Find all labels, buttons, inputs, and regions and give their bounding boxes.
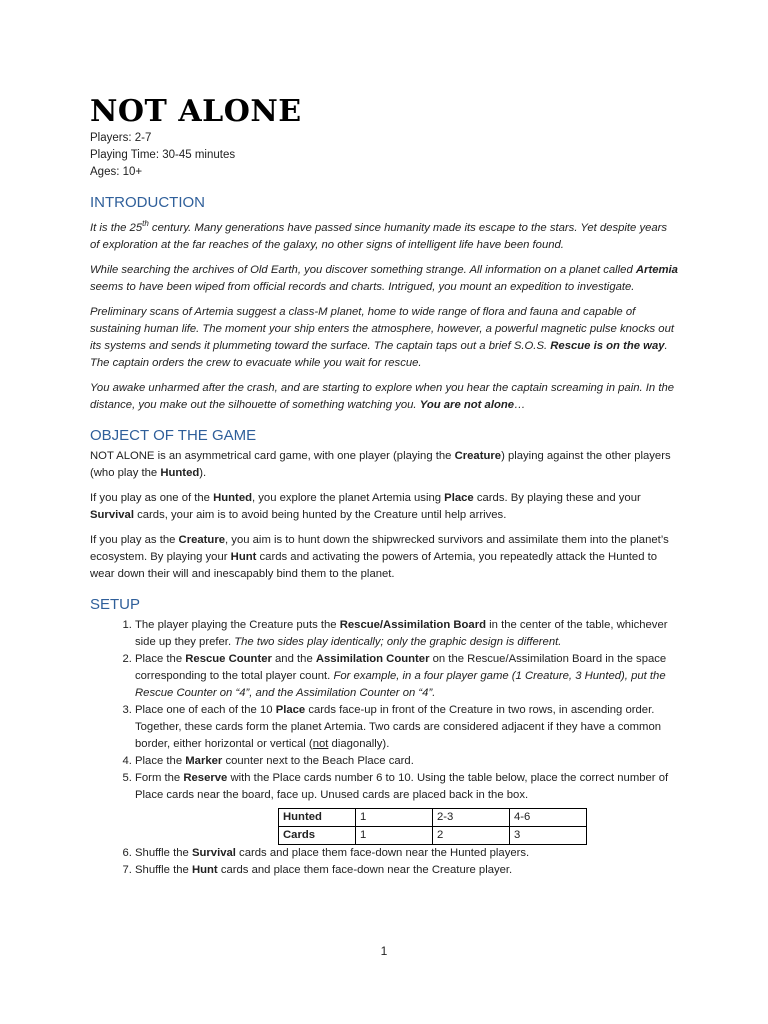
table-cell: Cards (279, 826, 356, 844)
intro-paragraph-4: You awake unharmed after the crash, and are starting to explore when you hear the captain screaming in pain. In the distance, you make out the silhouette of something watching you. You are not alone… (90, 381, 675, 411)
game-meta (90, 130, 678, 181)
table-cell: 1 (356, 826, 433, 844)
table-cell: 3 (510, 826, 587, 844)
setup-step-5: 5. Form the Reserve with the Place cards number 6 to 10. Using the table below, place the correct number of Place cards near the board, face up. Unused cards are placed back in the box. Hunted 1 2-3 4-6 Cards 1 2 3 (135, 770, 678, 845)
introduction-heading: INTRODUCTION (90, 194, 205, 211)
page-number: 1 (380, 944, 388, 958)
table-cell: 1 (356, 808, 433, 826)
intro-paragraph-3: Preliminary scans of Artemia suggest a class-M planet, home to wide range of flora and fauna and capable of sustaining human life. The moment your ship enters the atmosphere, however, a powerful magnetic pulse knocks out its systems and sends it plummeting toward the surface. The captain taps out a brief S.O.S. Rescue is on the way. The captain orders the crew to evacuate while you wait for rescue. (90, 305, 674, 369)
players-info: Players: 2-7 (90, 132, 152, 144)
table-cell: 4-6 (510, 808, 587, 826)
object-paragraph-1: NOT ALONE is an asymmetrical card game, with one player (playing the Creature) playing against the other players (who play the Hunted). (90, 449, 671, 479)
setup-step-1: 1. The player playing the Creature puts the Rescue/Assimilation Board in the center of the table, whichever side up they prefer. The two sides play identically; only the graphic design is different. (135, 617, 678, 651)
ages-info: Ages: 10+ (90, 166, 143, 178)
intro-paragraph-1: It is the 25th century. Many generations have passed since humanity made its escape to the stars. Yet despite years of exploration at the far reaches of the galaxy, no other signs of intelligent life have been found. (90, 219, 668, 251)
table-row (279, 808, 587, 826)
setup-steps (90, 617, 678, 879)
table-row (279, 826, 587, 844)
setup-heading: SETUP (90, 595, 141, 613)
setup-step-3: 3. Place one of each of the 10 Place cards face-up in front of the Creature in two rows, in ascending order. Together, these cards form the planet Artemia. Two cards are considered adjacent if they have a common border, either horizontal or vertical (not diagonally). (135, 702, 678, 753)
object-paragraph-3: If you play as the Creature, you aim is to hunt down the shipwrecked survivors and assimilate them into the planet’s ecosystem. By playing your Hunt cards and activating the powers of Artemia, you repeatedly attack the Hunted to wear down their will and inescapably bind them to the planet. (90, 533, 669, 580)
object-heading: OBJECT OF THE GAME (90, 426, 257, 444)
object-paragraph-2: If you play as one of the Hunted, you explore the planet Artemia using Place cards. By playing these and your Survival cards, your aim is to avoid being hunted by the Creature until help arrives. (90, 491, 641, 521)
reserve-cards-table (278, 808, 587, 845)
playing-time-info: Playing Time: 30-45 minutes (90, 149, 236, 161)
page-title: NOT ALONE (90, 94, 302, 129)
table-cell: Hunted (279, 808, 356, 826)
table-cell: 2-3 (433, 808, 510, 826)
setup-step-2: 2. Place the Rescue Counter and the Assimilation Counter on the Rescue/Assimilation Board in the space corresponding to the total player count. For example, in a four player game (1 Creature, 3 Hunted), put the Rescue Counter on “4”, and the Assimilation Counter on “4”. (135, 651, 678, 702)
table-cell: 2 (433, 826, 510, 844)
setup-step-7: 7. Shuffle the Hunt cards and place them face-down near the Creature player. (135, 862, 678, 879)
intro-paragraph-2: While searching the archives of Old Earth, you discover something strange. All information on a planet called Artemia seems to have been wiped from official records and charts. Intrigued, you mount an expedition to investigate. (90, 263, 678, 293)
setup-step-4: 4. Place the Marker counter next to the Beach Place card. (135, 753, 678, 770)
setup-step-6: 6. Shuffle the Survival cards and place them face-down near the Hunted players. (135, 845, 678, 862)
